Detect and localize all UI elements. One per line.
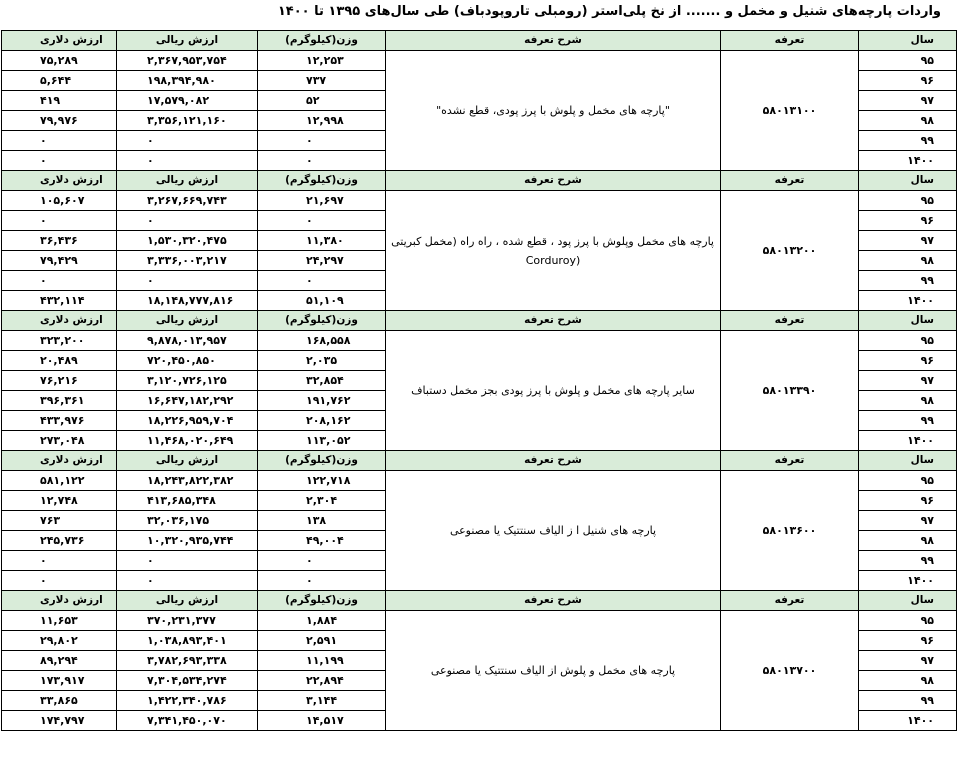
year-cell: ۱۴۰۰ [859,711,957,731]
header-year: سال [859,31,957,51]
table-row [2,611,957,631]
group-header-row [2,451,957,471]
weight-cell: ۰ [258,551,386,571]
rial-value-cell: ۱۱,۴۶۸,۰۲۰,۶۴۹ [117,431,258,451]
header-tariff: تعرفه [721,311,859,331]
rial-value-cell: ۱۷,۵۷۹,۰۸۲ [117,91,258,111]
usd-value-cell: ۱۷۳,۹۱۷ [2,671,117,691]
tariff-description-cell [386,51,721,171]
usd-value-cell: ۰ [2,131,117,151]
year-cell: ۹۶ [859,491,957,511]
description-line: پارچه های مخمل و پلوش از الیاف سنتتیک یا مصنوعی [430,664,676,677]
tariff-description-cell [386,471,721,591]
year-cell: ۱۴۰۰ [859,151,957,171]
group-header-row [2,31,957,51]
weight-cell: ۱۹۱,۷۶۲ [258,391,386,411]
year-cell: ۹۹ [859,551,957,571]
header-rial: ارزش ریالی [117,31,258,51]
rial-value-cell: ۰ [117,131,258,151]
year-cell: ۹۸ [859,251,957,271]
weight-cell: ۰ [258,571,386,591]
usd-value-cell: ۰ [2,571,117,591]
header-weight: وزن(کیلوگرم) [258,451,386,471]
table-row [2,471,957,491]
weight-cell: ۲,۵۹۱ [258,631,386,651]
weight-cell: ۱۱,۳۸۰ [258,231,386,251]
usd-value-cell: ۴۳۲,۱۱۴ [2,291,117,311]
rial-value-cell: ۳۲,۰۳۶,۱۷۵ [117,511,258,531]
header-description: شرح تعرفه [386,31,721,51]
weight-cell: ۴۹,۰۰۴ [258,531,386,551]
header-usd: ارزش دلاری [2,171,117,191]
weight-cell: ۲,۳۰۴ [258,491,386,511]
year-cell: ۹۹ [859,691,957,711]
year-cell: ۹۸ [859,391,957,411]
rial-value-cell: ۱,۰۳۸,۸۹۳,۴۰۱ [117,631,258,651]
year-cell: ۹۵ [859,611,957,631]
imports-table-body [2,31,957,731]
rial-value-cell: ۱,۵۳۰,۳۲۰,۴۷۵ [117,231,258,251]
weight-cell: ۱۲۲,۷۱۸ [258,471,386,491]
imports-table [1,30,957,731]
weight-cell: ۲۰۸,۱۶۲ [258,411,386,431]
usd-value-cell: ۳۳,۸۶۵ [2,691,117,711]
rial-value-cell: ۱۸,۲۴۳,۸۲۲,۳۸۲ [117,471,258,491]
year-cell: ۹۵ [859,471,957,491]
table-row [2,51,957,71]
rial-value-cell: ۰ [117,211,258,231]
year-cell: ۹۶ [859,631,957,651]
header-weight: وزن(کیلوگرم) [258,591,386,611]
usd-value-cell: ۷۹,۴۲۹ [2,251,117,271]
header-year: سال [859,451,957,471]
header-tariff: تعرفه [721,171,859,191]
header-description: شرح تعرفه [386,311,721,331]
tariff-code-cell: ۵۸۰۱۳۷۰۰ [721,611,859,731]
header-rial: ارزش ریالی [117,451,258,471]
tariff-code-cell: ۵۸۰۱۳۶۰۰ [721,471,859,591]
year-cell: ۱۴۰۰ [859,431,957,451]
weight-cell: ۷۳۷ [258,71,386,91]
year-cell: ۹۷ [859,511,957,531]
header-weight: وزن(کیلوگرم) [258,171,386,191]
rial-value-cell: ۱۸,۲۲۶,۹۵۹,۷۰۴ [117,411,258,431]
usd-value-cell: ۷۹,۹۷۶ [2,111,117,131]
table-row [2,191,957,211]
group-header-row [2,591,957,611]
table-row [2,331,957,351]
weight-cell: ۰ [258,131,386,151]
header-usd: ارزش دلاری [2,591,117,611]
usd-value-cell: ۱۰۵,۶۰۷ [2,191,117,211]
header-year: سال [859,311,957,331]
tariff-description-cell [386,331,721,451]
usd-value-cell: ۵,۶۴۴ [2,71,117,91]
usd-value-cell: ۲۴۵,۷۳۶ [2,531,117,551]
tariff-description-cell [386,191,721,311]
usd-value-cell: ۰ [2,551,117,571]
year-cell: ۱۴۰۰ [859,571,957,591]
rial-value-cell: ۳,۷۸۲,۶۹۳,۳۳۸ [117,651,258,671]
rial-value-cell: ۰ [117,571,258,591]
year-cell: ۹۹ [859,271,957,291]
usd-value-cell: ۱۱,۶۵۳ [2,611,117,631]
rial-value-cell: ۳,۳۳۶,۰۰۳,۲۱۷ [117,251,258,271]
tariff-code-cell: ۵۸۰۱۳۳۹۰ [721,331,859,451]
weight-cell: ۰ [258,211,386,231]
header-tariff: تعرفه [721,591,859,611]
weight-cell: ۳,۱۴۴ [258,691,386,711]
rial-value-cell: ۱۰,۳۲۰,۹۳۵,۷۴۴ [117,531,258,551]
tariff-code-cell: ۵۸۰۱۳۲۰۰ [721,191,859,311]
rial-value-cell: ۳,۱۲۰,۷۲۶,۱۲۵ [117,371,258,391]
year-cell: ۹۷ [859,231,957,251]
header-rial: ارزش ریالی [117,311,258,331]
rial-value-cell: ۱۹۸,۳۹۴,۹۸۰ [117,71,258,91]
year-cell: ۹۶ [859,351,957,371]
year-cell: ۹۵ [859,331,957,351]
weight-cell: ۲۴,۲۹۷ [258,251,386,271]
weight-cell: ۱۱,۱۹۹ [258,651,386,671]
description-line: پارچه های مخمل وپلوش با پرز پود ، قطع شده ، راه راه (مخمل کبریتی [391,234,714,248]
header-tariff: تعرفه [721,451,859,471]
usd-value-cell: ۰ [2,271,117,291]
year-cell: ۹۷ [859,651,957,671]
rial-value-cell: ۰ [117,551,258,571]
description-line: سایر پارچه های مخمل و پلوش با پرز پودی بجز مخمل دستباف [411,384,695,397]
year-cell: ۹۷ [859,371,957,391]
year-cell: ۹۶ [859,211,957,231]
header-description: شرح تعرفه [386,451,721,471]
description-line: "پارچه های مخمل و پلوش با پرز پودی، قطع نشده" [436,104,670,117]
weight-cell: ۰ [258,271,386,291]
year-cell: ۹۵ [859,191,957,211]
header-year: سال [859,591,957,611]
year-cell: ۹۸ [859,531,957,551]
group-header-row [2,311,957,331]
weight-cell: ۱۴,۵۱۷ [258,711,386,731]
weight-cell: ۳۲,۸۵۴ [258,371,386,391]
usd-value-cell: ۲۰,۴۸۹ [2,351,117,371]
header-rial: ارزش ریالی [117,591,258,611]
usd-value-cell: ۷۶۳ [2,511,117,531]
year-cell: ۹۶ [859,71,957,91]
year-cell: ۹۵ [859,51,957,71]
header-weight: وزن(کیلوگرم) [258,311,386,331]
tariff-code-cell: ۵۸۰۱۳۱۰۰ [721,51,859,171]
group-header-row [2,171,957,191]
rial-value-cell: ۰ [117,271,258,291]
weight-cell: ۲۲,۸۹۴ [258,671,386,691]
rial-value-cell: ۷۲۰,۴۵۰,۸۵۰ [117,351,258,371]
usd-value-cell: ۷۶,۲۱۶ [2,371,117,391]
weight-cell: ۱,۸۸۴ [258,611,386,631]
rial-value-cell: ۷,۳۰۴,۵۳۴,۲۷۴ [117,671,258,691]
weight-cell: ۱۳۸ [258,511,386,531]
rial-value-cell: ۰ [117,151,258,171]
page-title: واردات پارچه‌های شنیل و مخمل و ....... از نخ پلی‌استر (رومبلی تاروپودباف) طی سال‌های ۱۳۹۵ تا ۱۴۰۰ [277,4,941,19]
rial-value-cell: ۳,۳۵۶,۱۲۱,۱۶۰ [117,111,258,131]
rial-value-cell: ۱۸,۱۴۸,۷۷۷,۸۱۶ [117,291,258,311]
year-cell: ۹۸ [859,671,957,691]
year-cell: ۱۴۰۰ [859,291,957,311]
usd-value-cell: ۴۳۳,۹۷۶ [2,411,117,431]
usd-value-cell: ۰ [2,151,117,171]
usd-value-cell: ۳۹۶,۳۶۱ [2,391,117,411]
rial-value-cell: ۱,۴۲۲,۳۴۰,۷۸۶ [117,691,258,711]
weight-cell: ۱۱۳,۰۵۲ [258,431,386,451]
year-cell: ۹۹ [859,131,957,151]
rial-value-cell: ۷,۳۴۱,۴۵۰,۰۷۰ [117,711,258,731]
usd-value-cell: ۱۲,۷۴۸ [2,491,117,511]
header-weight: وزن(کیلوگرم) [258,31,386,51]
rial-value-cell: ۲,۳۶۷,۹۵۳,۷۵۴ [117,51,258,71]
rial-value-cell: ۴۱۳,۶۸۵,۳۴۸ [117,491,258,511]
rial-value-cell: ۳,۲۶۷,۶۶۹,۷۴۳ [117,191,258,211]
rial-value-cell: ۱۶,۶۴۷,۱۸۲,۲۹۲ [117,391,258,411]
usd-value-cell: ۳۲۳,۲۰۰ [2,331,117,351]
description-line: پارچه های شنیل ا ز الیاف سنتتیک یا مصنوعی [449,524,657,537]
year-cell: ۹۸ [859,111,957,131]
weight-cell: ۱۶۸,۵۵۸ [258,331,386,351]
usd-value-cell: ۱۷۴,۷۹۷ [2,711,117,731]
usd-value-cell: ۰ [2,211,117,231]
header-year: سال [859,171,957,191]
weight-cell: ۱۲,۲۵۳ [258,51,386,71]
usd-value-cell: ۸۹,۲۹۴ [2,651,117,671]
rial-value-cell: ۹,۸۷۸,۰۱۳,۹۵۷ [117,331,258,351]
header-tariff: تعرفه [721,31,859,51]
header-usd: ارزش دلاری [2,31,117,51]
weight-cell: ۲۱,۶۹۷ [258,191,386,211]
year-cell: ۹۷ [859,91,957,111]
weight-cell: ۲,۰۳۵ [258,351,386,371]
weight-cell: ۱۲,۹۹۸ [258,111,386,131]
weight-cell: ۵۱,۱۰۹ [258,291,386,311]
usd-value-cell: ۵۸۱,۱۲۲ [2,471,117,491]
tariff-description-cell [386,611,721,731]
header-description: شرح تعرفه [386,171,721,191]
weight-cell: ۵۲ [258,91,386,111]
rial-value-cell: ۳۷۰,۲۳۱,۳۷۷ [117,611,258,631]
usd-value-cell: ۴۱۹ [2,91,117,111]
weight-cell: ۰ [258,151,386,171]
usd-value-cell: ۳۶,۴۳۶ [2,231,117,251]
usd-value-cell: ۷۵,۲۸۹ [2,51,117,71]
header-usd: ارزش دلاری [2,311,117,331]
header-description: شرح تعرفه [386,591,721,611]
header-rial: ارزش ریالی [117,171,258,191]
usd-value-cell: ۲۹,۸۰۲ [2,631,117,651]
header-usd: ارزش دلاری [2,451,117,471]
year-cell: ۹۹ [859,411,957,431]
description-line: (Corduroy [525,253,581,267]
usd-value-cell: ۲۷۳,۰۴۸ [2,431,117,451]
